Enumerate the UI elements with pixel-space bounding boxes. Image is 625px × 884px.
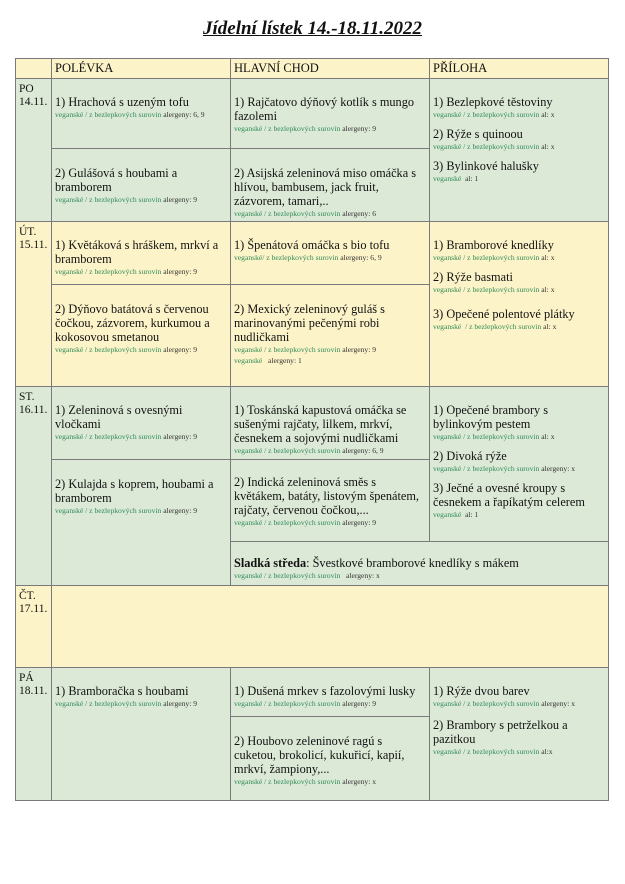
dish-info: veganské / z bezlepkových surovin al: x — [433, 285, 555, 294]
dish-name: 2) Rýže s quinoou — [433, 127, 523, 141]
dish-info: veganské / z bezlepkových surovin al: x — [433, 432, 555, 441]
dish-info: veganské al: 1 — [433, 510, 479, 519]
dish-name: 2) Dýňovo batátová s červenou čočkou, zázvorem, kurkumou a kokosovou smetanou — [55, 302, 210, 344]
sweet-dish: : Švestkové bramborové knedlíky s mákem — [306, 556, 519, 570]
dish-name: 3) Opečené polentové plátky — [433, 307, 575, 321]
dish-info: veganské al: 1 — [433, 174, 479, 183]
day-cell-thursday — [16, 586, 52, 668]
dish-info: veganské / z bezlepkových surovin al: x — [433, 322, 557, 331]
header-soup: POLÉVKA — [52, 59, 231, 79]
menu-item — [55, 403, 227, 442]
dish-name: 1) Opečené brambory s bylinkovým pestem — [433, 403, 549, 431]
day-date: 18.11. — [19, 685, 48, 697]
side-cell — [430, 222, 609, 387]
thursday-empty-cell — [52, 586, 609, 668]
menu-item — [234, 475, 426, 528]
side-cell — [430, 79, 609, 222]
dish-name: 2) Brambory s petrželkou a pazitkou — [433, 718, 568, 746]
dish-info: veganské alergeny: 1 — [234, 356, 302, 365]
menu-item — [55, 302, 227, 355]
menu-item — [55, 95, 227, 120]
dish-info: veganské / z bezlepkových surovin alergeny: 9 — [55, 195, 198, 204]
dish-info: veganské / z bezlepkových surovin al: x — [433, 142, 555, 151]
thursday-row — [16, 586, 609, 668]
dish-name: 2) Rýže basmati — [433, 270, 513, 284]
dish-name: 1) Bramboračka s houbami — [55, 684, 189, 698]
dish-info: veganské / z bezlepkových surovin alergeny: 6 — [234, 209, 377, 218]
dish-info: veganské / z bezlepkových surovin alergeny: x — [234, 777, 377, 786]
dish-info: veganské / z bezlepkových surovin alergeny: 9 — [234, 518, 377, 527]
dish-info: veganské / z bezlepkových surovin alergeny: 9 — [55, 432, 198, 441]
menu-item — [433, 718, 605, 757]
day-cell-friday — [16, 668, 52, 801]
dish-info: veganské / z bezlepkových surovin alergeny: x — [433, 699, 576, 708]
menu-item — [433, 95, 605, 120]
dish-name: 1) Bezlepkové těstoviny — [433, 95, 553, 109]
day-cell-tuesday — [16, 222, 52, 387]
menu-item — [433, 449, 605, 474]
dish-name: 2) Gulášová s houbami a bramborem — [55, 166, 178, 194]
dish-info: veganské/ z bezlepkových surovin alergeny: 6, 9 — [234, 253, 382, 262]
dish-info: veganské / z bezlepkových surovin al: x — [433, 110, 555, 119]
dish-info: veganské / z bezlepkových surovin alergeny: 6, 9 — [55, 110, 205, 119]
soup-cell — [52, 387, 231, 460]
day-date: 14.11. — [19, 96, 48, 108]
day-cell-wednesday — [16, 387, 52, 586]
dish-name: 1) Zeleninová s ovesnými vločkami — [55, 403, 183, 431]
soup-cell — [52, 460, 231, 586]
dish-name: 3) Ječné a ovesné kroupy s česnekem a řapíkatým celerem — [433, 481, 585, 509]
header-row — [16, 59, 609, 79]
main-cell — [231, 79, 430, 149]
menu-item — [433, 403, 605, 442]
dish-name: 2) Kulajda s koprem, houbami a bramborem — [55, 477, 214, 505]
dish-name: 1) Květáková s hráškem, mrkví a bramborem — [55, 238, 219, 266]
header-blank — [16, 59, 52, 79]
menu-item — [433, 238, 605, 263]
menu-item — [55, 477, 227, 516]
menu-item — [55, 166, 227, 205]
dish-name: 1) Špenátová omáčka s bio tofu — [234, 238, 390, 252]
dish-name: 2) Asijská zeleninová miso omáčka s hlívou, bambusem, jack fruit, zázvorem, tamari,.. — [234, 166, 417, 208]
menu-item — [234, 95, 426, 134]
menu-item — [234, 238, 426, 263]
soup-cell — [52, 79, 231, 149]
sweet-label: Sladká středa — [234, 556, 307, 570]
menu-item — [55, 238, 227, 277]
menu-item — [234, 403, 426, 456]
soup-cell — [52, 222, 231, 285]
menu-item — [234, 166, 426, 219]
monday-row-1 — [16, 79, 609, 149]
dish-info: veganské / z bezlepkových surovin al: x — [433, 253, 555, 262]
friday-row-1 — [16, 668, 609, 717]
dish-info: veganské / z bezlepkových surovin alergeny: 9 — [234, 124, 377, 133]
main-cell — [231, 387, 430, 460]
menu-item — [433, 307, 605, 332]
dish-name: 1) Hrachová s uzeným tofu — [55, 95, 189, 109]
dish-info: veganské / z bezlepkových surovin alergeny: 9 — [234, 699, 377, 708]
day-name: ÚT. — [19, 226, 37, 238]
main-cell — [231, 285, 430, 387]
main-cell — [231, 717, 430, 801]
sweet-wednesday-cell — [231, 542, 609, 586]
dish-info: veganské / z bezlepkových surovin al:x — [433, 747, 553, 756]
menu-item — [433, 159, 605, 184]
sweet-wednesday — [234, 556, 605, 570]
soup-cell — [52, 149, 231, 222]
day-date: 17.11. — [19, 603, 48, 615]
soup-cell — [52, 668, 231, 801]
menu-item — [433, 684, 605, 709]
tuesday-row-1 — [16, 222, 609, 285]
dish-info: veganské / z bezlepkových surovin alergeny: 9 — [55, 506, 198, 515]
dish-name: 1) Rajčatovo dýňový kotlík s mungo fazolemi — [234, 95, 414, 123]
day-name: PÁ — [19, 672, 34, 684]
day-cell-monday — [16, 79, 52, 222]
menu-item — [433, 127, 605, 152]
main-cell — [231, 460, 430, 542]
menu-item — [55, 684, 227, 709]
soup-cell — [52, 285, 231, 387]
dish-name: 1) Toskánská kapustová omáčka se sušenými rajčaty, lilkem, mrkví, česnekem a sojovými nudličkami — [234, 403, 407, 445]
dish-info: veganské / z bezlepkových surovin alergeny: 9 — [234, 345, 377, 354]
menu-item — [234, 734, 426, 787]
menu-item — [234, 684, 426, 709]
dish-name: 2) Divoká rýže — [433, 449, 507, 463]
menu-item — [433, 270, 605, 295]
day-date: 15.11. — [19, 239, 48, 251]
dish-name: 1) Rýže dvou barev — [433, 684, 530, 698]
dish-info: veganské / z bezlepkových surovin alergeny: 6, 9 — [234, 446, 384, 455]
dish-name: 1) Bramborové knedlíky — [433, 238, 554, 252]
day-date: 16.11. — [19, 404, 48, 416]
dish-info: veganské / z bezlepkových surovin alergeny: x — [433, 464, 576, 473]
dish-name: 3) Bylinkové halušky — [433, 159, 539, 173]
side-cell — [430, 668, 609, 801]
dish-name: 2) Indická zeleninová směs s květákem, batáty, listovým špenátem, rajčaty, červenou čočkou,... — [234, 475, 419, 517]
dish-name: 2) Houbovo zeleninové ragú s cuketou, brokolicí, kukuřicí, kapií, mrkví, žampiony,... — [234, 734, 405, 776]
dish-name: 2) Mexický zeleninový guláš s marinovanými pečenými robi nudličkami — [234, 302, 385, 344]
side-cell — [430, 387, 609, 542]
main-cell — [231, 668, 430, 717]
header-side: PŘÍLOHA — [430, 59, 609, 79]
dish-info: veganské / z bezlepkových surovin alergeny: 9 — [55, 267, 198, 276]
dish-info: veganské / z bezlepkových surovin alergeny: 9 — [55, 699, 198, 708]
dish-info: veganské / z bezlepkových surovin alergeny: x — [234, 571, 380, 580]
header-main: HLAVNÍ CHOD — [231, 59, 430, 79]
menu-table — [15, 58, 609, 801]
main-cell — [231, 149, 430, 222]
day-name: ČT. — [19, 590, 36, 602]
wednesday-row-1 — [16, 387, 609, 460]
page-title: Jídelní lístek 14.-18.11.2022 — [202, 18, 423, 39]
menu-item — [234, 302, 426, 366]
day-name: PO — [19, 83, 34, 95]
main-cell — [231, 222, 430, 285]
dish-name: 1) Dušená mrkev s fazolovými lusky — [234, 684, 416, 698]
menu-item — [433, 481, 605, 520]
dish-info: veganské / z bezlepkových surovin alergeny: 9 — [55, 345, 198, 354]
day-name: ST. — [19, 391, 35, 403]
